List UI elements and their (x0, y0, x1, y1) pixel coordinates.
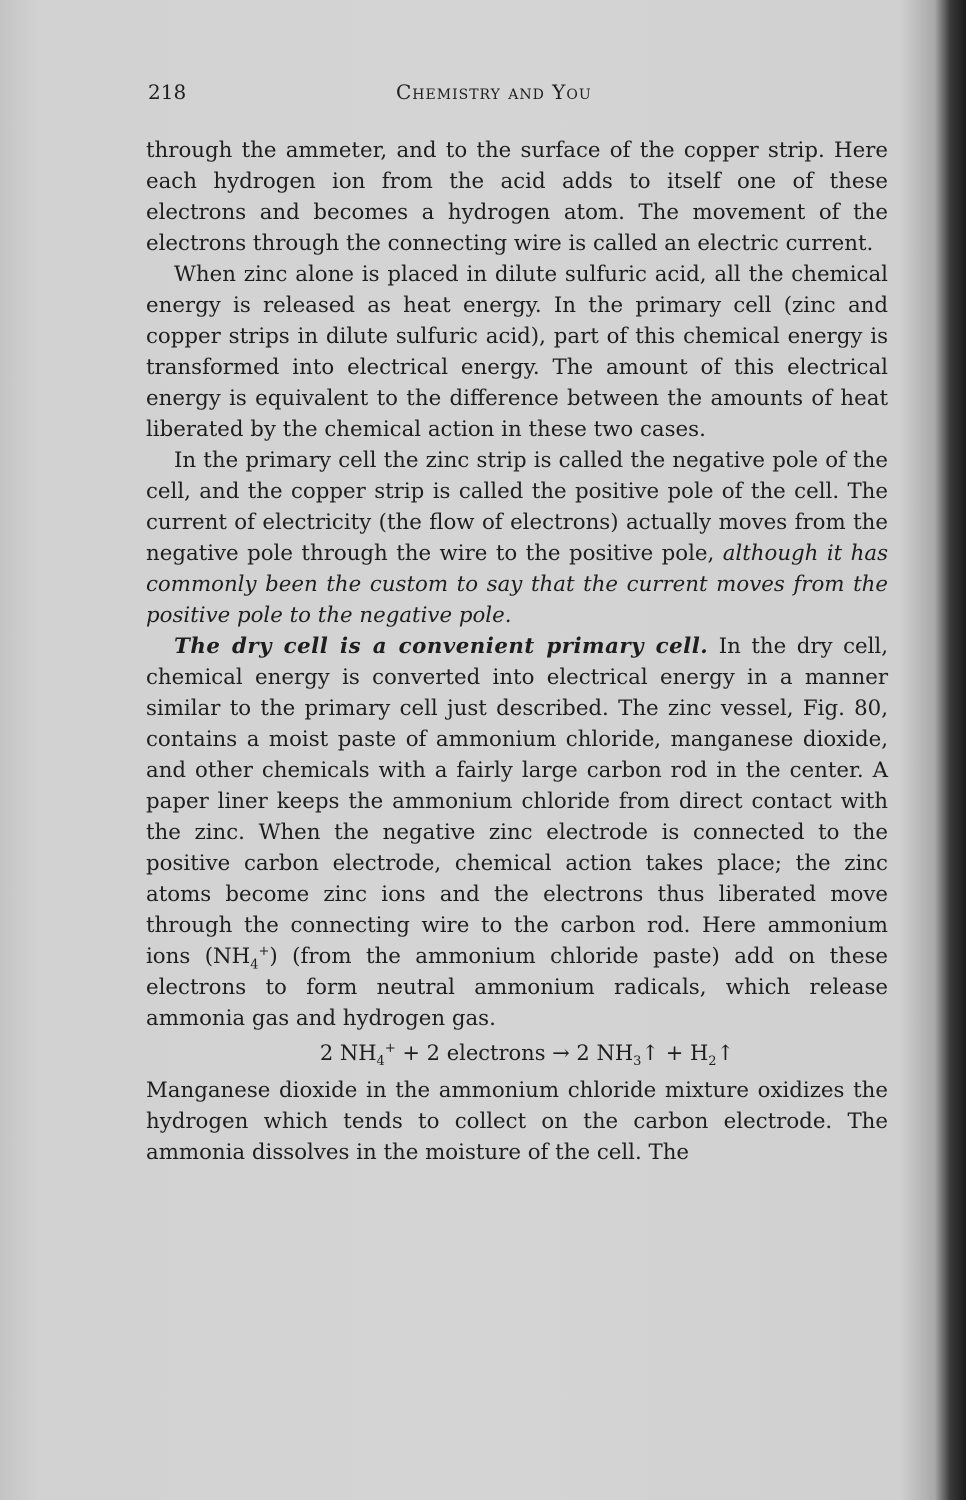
page-header (148, 80, 888, 110)
eq-part-4: ↑ (716, 1041, 735, 1065)
eq-sub-2: 3 (633, 1054, 642, 1070)
ammonium-subscript: 4 (250, 957, 259, 973)
paragraph-3 (146, 445, 888, 631)
eq-part-2: + 2 electrons → 2 NH (395, 1041, 634, 1065)
eq-sub-3: 2 (708, 1054, 717, 1070)
paragraph-3-italic: although it has commonly been the custom to say that the current moves from the positive pole to the negative pole. (146, 541, 889, 628)
paragraph-3-text: In the primary cell the zinc strip is called the negative pole of the cell, and the copper strip is called the positive pole of the cell. The current of electricity (the flow of electrons) actually moves from the negative pole through the wire to the positive pole, (146, 448, 888, 566)
paragraph-2: When zinc alone is placed in dilute sulfuric acid, all the chemical energy is released as heat energy. In the primary cell (zinc and copper strips in dilute sulfuric acid), part of this chemical energy is transformed into electrical energy. The amount of this electrical energy is equivalent to the difference between the amounts of heat liberated by the chemical action in these two cases. (146, 262, 888, 442)
ammonium-superscript: + (258, 943, 270, 959)
page-number: 218 (148, 80, 187, 104)
paragraph-4-lead: The dry cell is a convenient primary cell. (174, 634, 709, 659)
paragraph-4-text-b: ) (from the ammonium chloride paste) add on these electrons to form neutral ammonium radicals, which release ammonia gas and hydrogen gas. (146, 944, 888, 1031)
body-text (146, 135, 888, 1168)
paragraph-4-text-a: In the dry cell, chemical energy is converted into electrical energy in a manner similar to the primary cell just described. The zinc vessel, Fig. 80, contains a moist paste of ammonium chloride, manganese dioxide, and other chemicals with a fairly large carbon rod in the center. A paper liner keeps the ammonium chloride from direct contact with the zinc. When the negative zinc electrode is connected to the positive carbon electrode, chemical action takes place; the zinc atoms become zinc ions and the electrons thus liberated move through the connecting wire to the carbon rod. Here ammonium ions (NH (146, 634, 888, 969)
eq-sup-1: + (384, 1041, 396, 1056)
paragraph-1: through the ammeter, and to the surface of the copper strip. Here each hydrogen ion from the acid adds to itself one of these electrons and becomes a hydrogen atom. The movement of the electrons through the connecting wire is called an electric current. (146, 138, 888, 256)
eq-part-1: 2 NH (319, 1041, 377, 1065)
eq-sub-1: 4 (376, 1054, 385, 1070)
eq-part-3: ↑ + H (641, 1041, 709, 1065)
paragraph-4 (146, 631, 888, 1034)
running-head: Chemistry and You (396, 80, 592, 104)
paragraph-5: Manganese dioxide in the ammonium chloride mixture oxidizes the hydrogen which tends to collect on the carbon electrode. The ammonia dissolves in the moisture of the cell. The (146, 1078, 888, 1165)
chemical-equation (146, 1038, 888, 1069)
